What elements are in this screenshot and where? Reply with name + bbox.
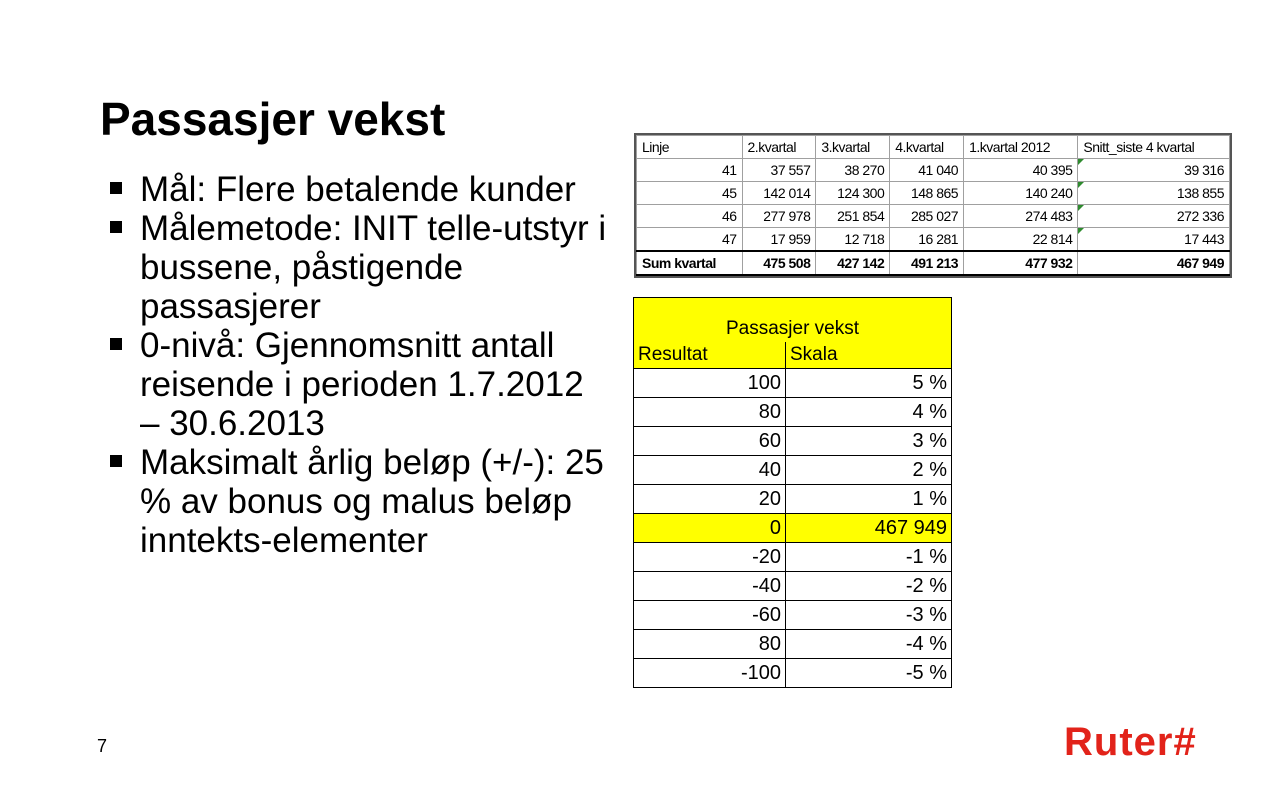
table-cell: -20: [634, 543, 786, 572]
table-cell: -3 %: [786, 601, 952, 630]
column-header: Snitt_siste 4 kvartal: [1078, 136, 1230, 159]
scale-title-row: [634, 298, 952, 343]
table-header-row: [637, 136, 1230, 159]
table-cell: 277 978: [742, 205, 816, 228]
bullet-text: Mål: Flere betalende kunder: [140, 170, 576, 209]
bullet-item: [100, 326, 610, 443]
table-row: [637, 228, 1230, 252]
bullet-item: [100, 170, 610, 209]
column-header: Skala: [786, 342, 952, 369]
table-cell: 40: [634, 456, 786, 485]
table-row: [634, 601, 952, 630]
table-cell: 0: [634, 514, 786, 543]
table-cell: 5 %: [786, 369, 952, 398]
table-cell: 16 281: [890, 228, 964, 252]
table-cell: 60: [634, 427, 786, 456]
bullet-text: Maksimalt årlig beløp (+/-): 25 % av bonus og malus beløp inntekts-elementer: [140, 443, 604, 560]
table-cell: 148 865: [890, 182, 964, 205]
table-cell: 41 040: [890, 159, 964, 182]
table-cell: -40: [634, 572, 786, 601]
bullet-item: [100, 209, 610, 326]
scale-header-row: [634, 342, 952, 369]
scale-title: Passasjer vekst: [634, 298, 952, 343]
table-cell: 274 483: [964, 205, 1078, 228]
square-bullet-icon: [110, 338, 122, 350]
table-cell: -60: [634, 601, 786, 630]
bullet-text: Målemetode: INIT telle-utstyr i bussene, påstigende passasjerer: [140, 209, 607, 326]
table-cell: -1 %: [786, 543, 952, 572]
table-cell: 142 014: [742, 182, 816, 205]
table-cell: 251 854: [816, 205, 890, 228]
table-cell: 80: [634, 630, 786, 659]
table-cell: 4 %: [786, 398, 952, 427]
table-cell: 39 316: [1078, 159, 1230, 182]
highlighted-row: [634, 514, 952, 543]
sum-row: [637, 251, 1230, 275]
column-header: Linje: [637, 136, 743, 159]
square-bullet-icon: [110, 182, 122, 194]
table-row: [634, 572, 952, 601]
table-row: [634, 398, 952, 427]
table-cell: 1 %: [786, 485, 952, 514]
table-row: [637, 182, 1230, 205]
table-cell: 100: [634, 369, 786, 398]
slide-title: Passasjer vekst: [100, 93, 446, 145]
table-cell: 272 336: [1078, 205, 1230, 228]
scale-table: [633, 297, 952, 688]
column-header: 1.kvartal 2012: [964, 136, 1078, 159]
square-bullet-icon: [110, 455, 122, 467]
table-cell: 80: [634, 398, 786, 427]
table-cell: -2 %: [786, 572, 952, 601]
column-header: 4.kvartal: [890, 136, 964, 159]
table-row: [634, 427, 952, 456]
bullet-text: 0-nivå: Gjennomsnitt antall reisende i perioden 1.7.2012 – 30.6.2013: [140, 326, 584, 443]
table-cell: 37 557: [742, 159, 816, 182]
column-header: 3.kvartal: [816, 136, 890, 159]
table-cell: 47: [637, 228, 743, 252]
table-cell: 467 949: [1078, 251, 1230, 275]
table-cell: 3 %: [786, 427, 952, 456]
table-cell: 475 508: [742, 251, 816, 275]
table-cell: 45: [637, 182, 743, 205]
table-cell: 467 949: [786, 514, 952, 543]
table-cell: 46: [637, 205, 743, 228]
bullet-item: [100, 443, 610, 560]
table-cell: 427 142: [816, 251, 890, 275]
table-cell: 17 443: [1078, 228, 1230, 252]
table-cell: -4 %: [786, 630, 952, 659]
table-cell: 12 718: [816, 228, 890, 252]
table-cell: 124 300: [816, 182, 890, 205]
table-row: [634, 630, 952, 659]
quarter-table: [636, 135, 1230, 276]
table-cell: -100: [634, 659, 786, 688]
table-cell: 140 240: [964, 182, 1078, 205]
table-row: [634, 659, 952, 688]
table-row: [634, 485, 952, 514]
table-cell: -5 %: [786, 659, 952, 688]
table-row: [637, 205, 1230, 228]
table-cell: 22 814: [964, 228, 1078, 252]
table-cell: 41: [637, 159, 743, 182]
table-cell: 40 395: [964, 159, 1078, 182]
table-cell: 285 027: [890, 205, 964, 228]
table-row: [637, 159, 1230, 182]
table-cell: 17 959: [742, 228, 816, 252]
column-header: 2.kvartal: [742, 136, 816, 159]
table-row: [634, 543, 952, 572]
table-cell: 491 213: [890, 251, 964, 275]
table-cell: 2 %: [786, 456, 952, 485]
table-row: [634, 369, 952, 398]
table-cell: 20: [634, 485, 786, 514]
table-row: [634, 456, 952, 485]
page-number: 7: [97, 736, 108, 756]
table-cell: Sum kvartal: [637, 251, 743, 275]
square-bullet-icon: [110, 221, 122, 233]
table-cell: 138 855: [1078, 182, 1230, 205]
ruter-logo: Ruter#: [1064, 720, 1197, 764]
column-header: Resultat: [634, 342, 786, 369]
bullet-list: [100, 170, 610, 560]
table-cell: 38 270: [816, 159, 890, 182]
table-cell: 477 932: [964, 251, 1078, 275]
